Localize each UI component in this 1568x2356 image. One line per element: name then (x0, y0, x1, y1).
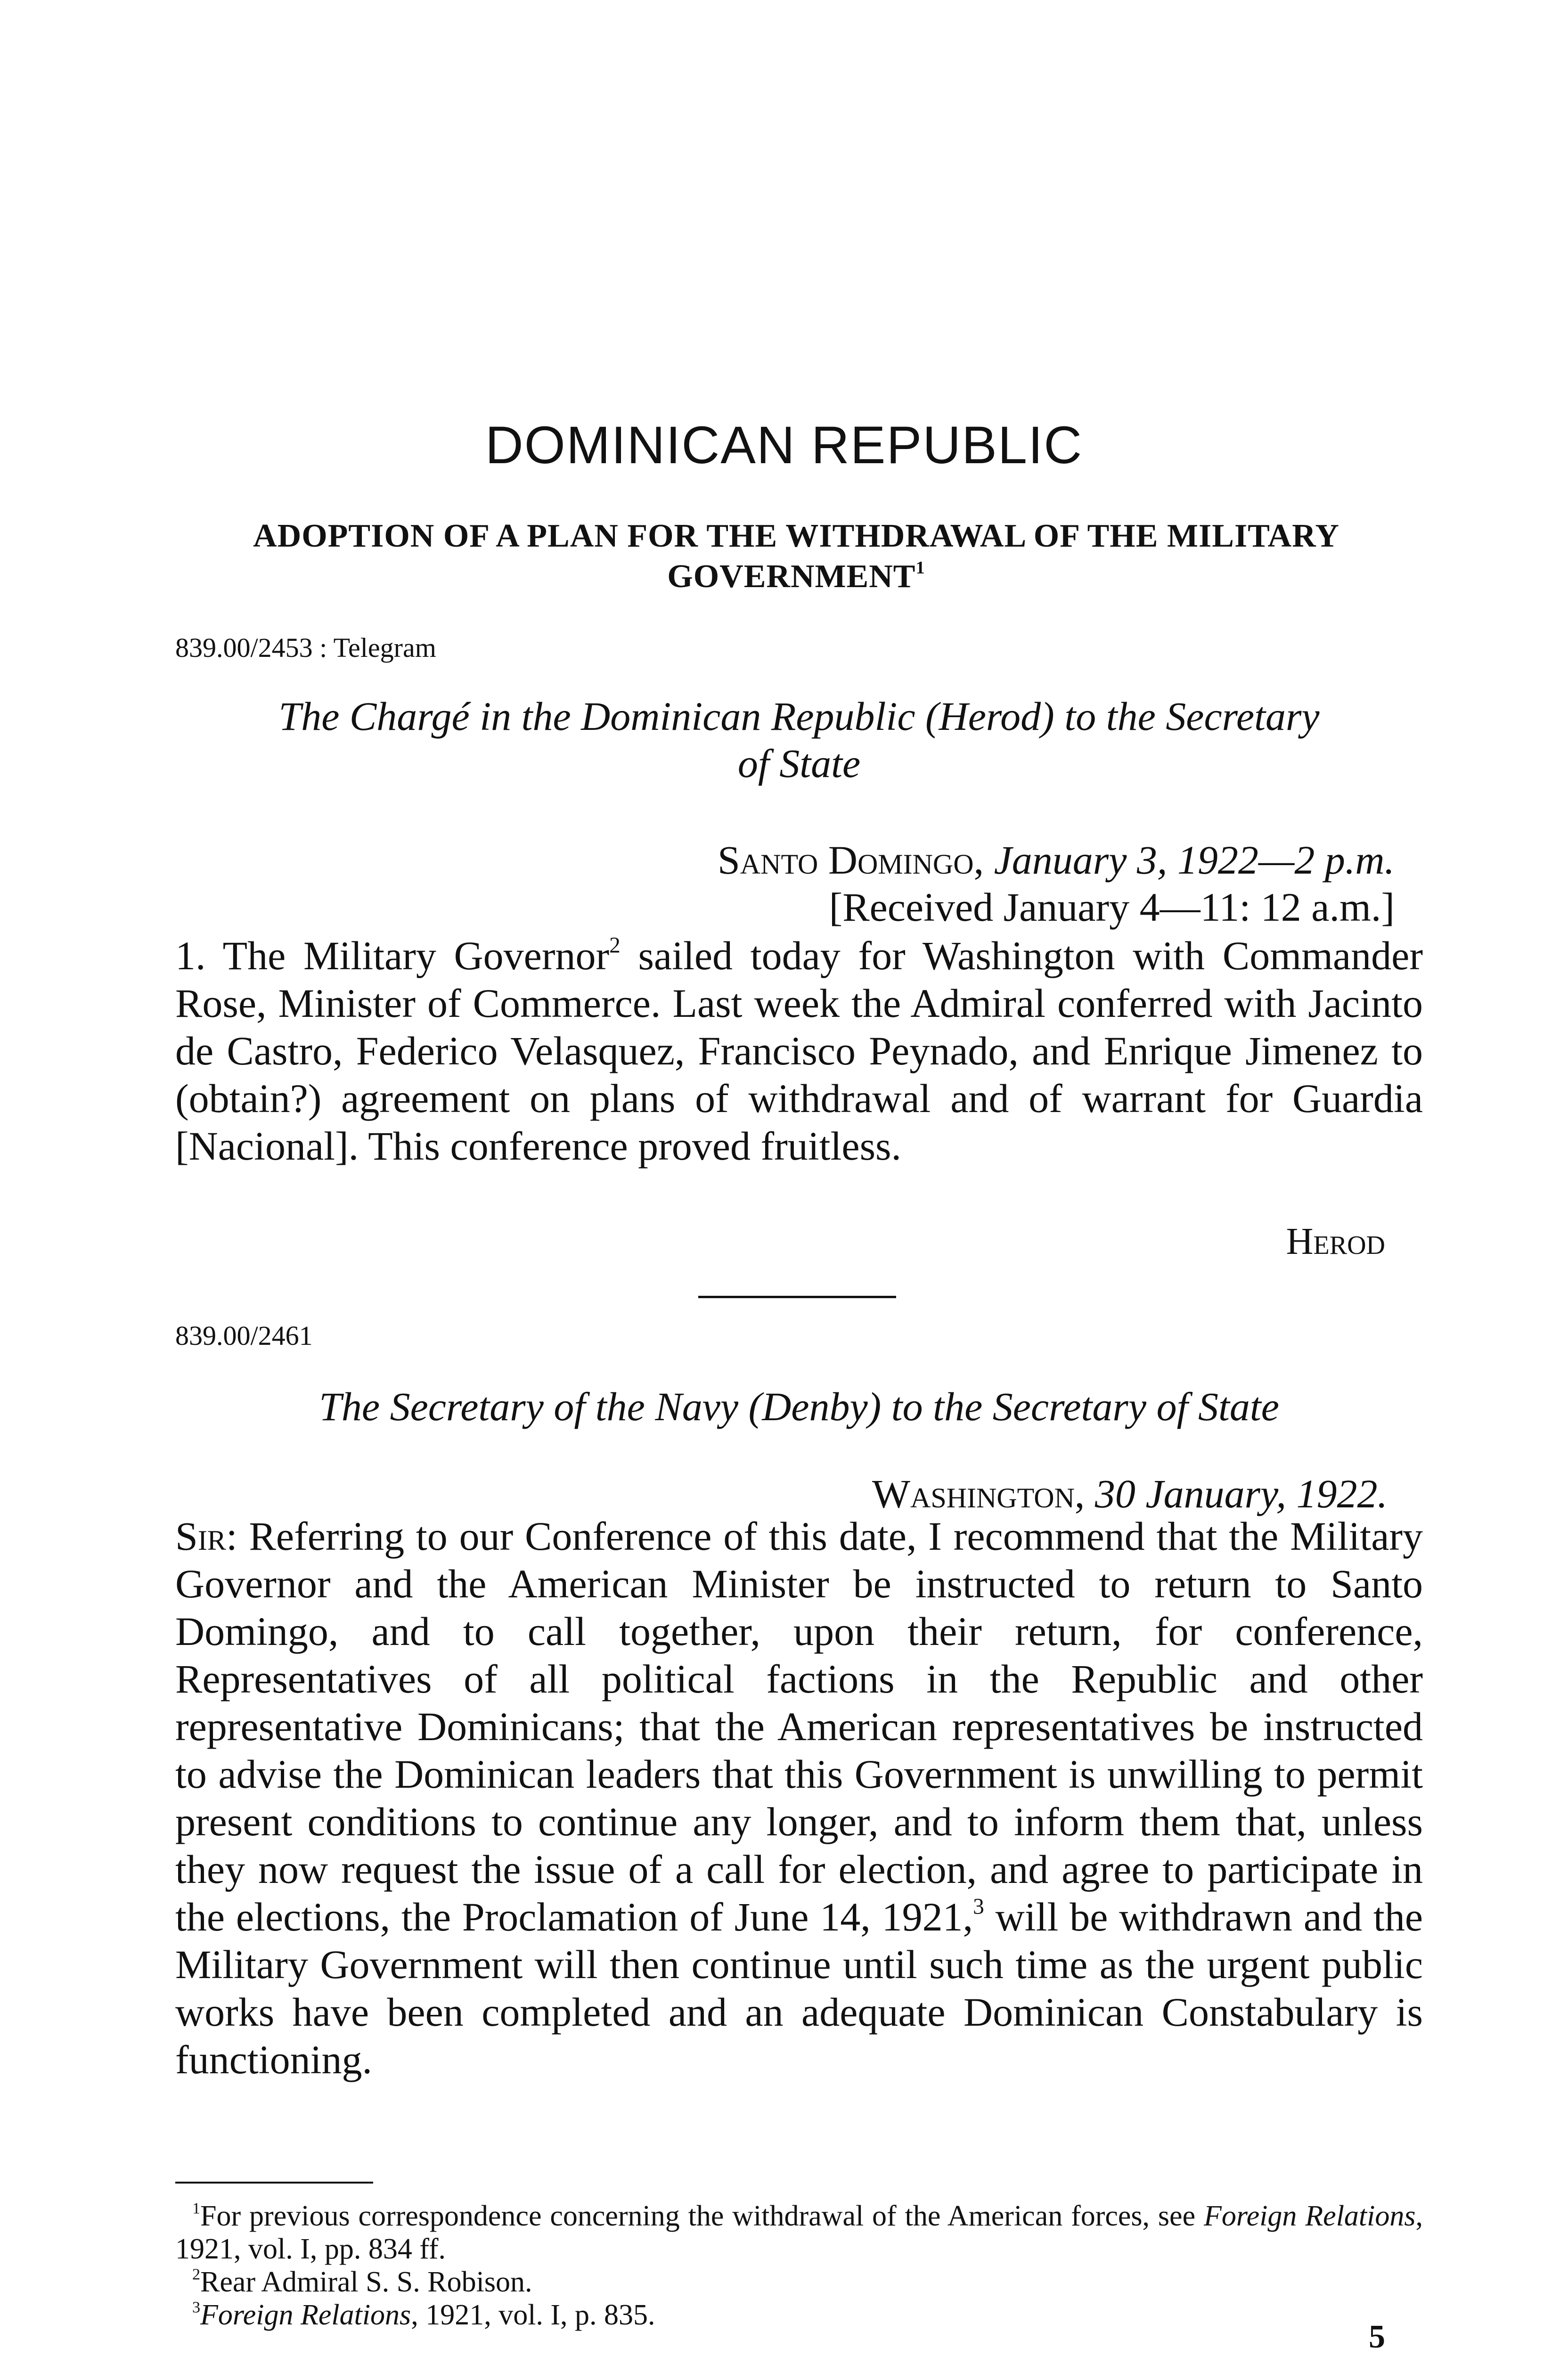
footnote-ref-2[interactable]: 2 (609, 933, 621, 958)
file-reference-1: 839.00/2453 : Telegram (175, 632, 436, 663)
document-title-2: The Secretary of the Navy (Denby) to the Secretary of State (319, 1384, 1279, 1429)
received-note: [Received January 4—11: 12 a.m.] (829, 884, 1395, 930)
footnotes (175, 2200, 1423, 2331)
salutation: Sir (175, 1513, 226, 1559)
title-line-2: of State (737, 741, 861, 786)
footnote-3: $^3$Foreign Relations, 1921, vol. I, p. 835. (192, 2299, 655, 2331)
footnote-1: $^1$For previous correspondence concerning the withdrawal of the American forces, see Foreign Relations, 1921, vol. I, pp. 834 ff. (175, 2200, 1423, 2265)
signature-herod: Herod (1286, 1221, 1385, 1262)
section-subtitle (170, 516, 1423, 597)
section-divider (698, 1296, 896, 1298)
place-and-date: Santo Domingo, January 3, 1922—2 p.m. (717, 837, 1395, 883)
footnote-2: $^2$Rear Admiral S. S. Robison. (192, 2266, 532, 2298)
place: Santo Domingo (717, 837, 974, 883)
dateline-1 (518, 836, 1395, 931)
telegram-paragraph: 1. The Military Governor$^2$ sailed today for Washington with Commander Rose, Minister of Commerce. Last week the Admiral conferred with Jacinto de Castro, Federico Velasquez, Francisco Peynado, and Enrique Jimenez to (obtain?) agreement on plans of withdrawal and of warrant for Guardia [Nacional]. This conference proved fruitless. (175, 933, 1423, 1169)
page-number: 5 (1369, 2319, 1385, 2355)
title-line-1: The Chargé in the Dominican Republic (Herod) to the Secretary (278, 694, 1320, 739)
date: 30 January, 1922. (1094, 1471, 1388, 1516)
country-heading: DOMINICAN REPUBLIC (485, 416, 1083, 474)
date: January 3, 1922—2 p.m. (994, 837, 1395, 883)
subtitle-line-2: GOVERNMENT$^1$ (667, 558, 925, 595)
footnote-ref-3[interactable]: 3 (973, 1894, 984, 1919)
footnote-rule (175, 2182, 373, 2184)
dateline-2: Washington, 30 January, 1922. (872, 1471, 1388, 1516)
file-reference-2: 839.00/2461 (175, 1320, 313, 1351)
document-title-1 (175, 693, 1423, 787)
subtitle-line-1: ADOPTION OF A PLAN FOR THE WITHDRAWAL OF THE MILITARY (253, 518, 1339, 554)
footnote-ref-1[interactable]: 1 (915, 558, 925, 578)
place: Washington (872, 1471, 1075, 1516)
letter-paragraph: Sir: Referring to our Conference of this date, I recommend that the Military Governor and the American Minister be instructed to return to Santo Domingo, and to call together, upon their return, for conference, Representatives of all political factions in the Republic and other representative Dominicans; that the American representatives be instructed to advise the Dominican leaders that this Government is unwilling to permit present conditions to continue any longer, and to inform them that, unless they now request the issue of a call for election, and agree to participate in the elections, the Proclamation of June 14, 1921,$^3$ will be withdrawn and the Military Government will then continue until such time as the urgent public works have been completed and an adequate Dominican Constabulary is functioning. (175, 1513, 1423, 2082)
